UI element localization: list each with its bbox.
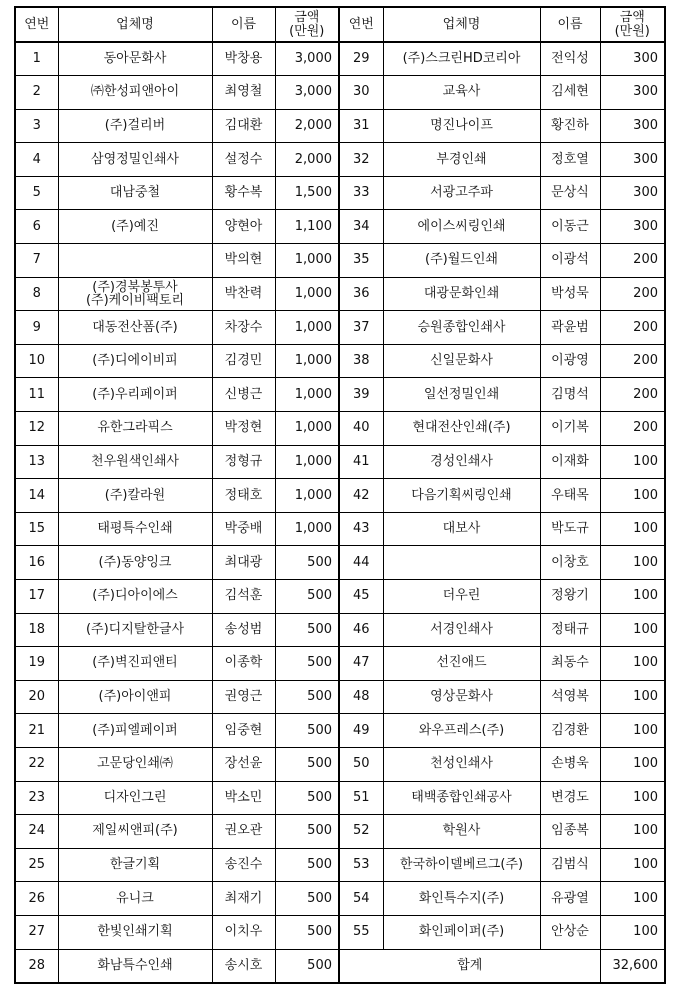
cell-company: (주)디지탈한글사 bbox=[58, 613, 212, 647]
cell-no-right: 33 bbox=[339, 176, 383, 210]
table-row bbox=[15, 512, 665, 546]
cell-company: 대동전산폼(주) bbox=[58, 311, 212, 345]
table-row bbox=[15, 210, 665, 244]
cell-name: 권오관 bbox=[212, 815, 275, 849]
cell-company: (주)동양잉크 bbox=[58, 546, 212, 580]
header-company: 업체명 bbox=[58, 7, 212, 42]
cell-name: 설정수 bbox=[212, 143, 275, 177]
cell-amount-right: 300 bbox=[600, 42, 665, 76]
cell-name: 황수복 bbox=[212, 176, 275, 210]
cell-name: 김경민 bbox=[212, 344, 275, 378]
cell-name-right: 문상식 bbox=[540, 176, 600, 210]
cell-company: 천우원색인쇄사 bbox=[58, 445, 212, 479]
cell-no: 5 bbox=[15, 176, 58, 210]
cell-no-right: 52 bbox=[339, 815, 383, 849]
cell-company: (주)벽진피앤티 bbox=[58, 647, 212, 681]
cell-amount-right: 200 bbox=[600, 412, 665, 446]
cell-company: (주)피엘페이퍼 bbox=[58, 714, 212, 748]
cell-no-right: 55 bbox=[339, 915, 383, 949]
cell-name: 박소민 bbox=[212, 781, 275, 815]
cell-amount: 3,000 bbox=[275, 76, 339, 110]
cell-amount-right: 300 bbox=[600, 176, 665, 210]
cell-amount-right: 200 bbox=[600, 378, 665, 412]
table-row bbox=[15, 714, 665, 748]
cell-no-right: 29 bbox=[339, 42, 383, 76]
cell-no: 8 bbox=[15, 277, 58, 311]
cell-no: 13 bbox=[15, 445, 58, 479]
cell-amount-right: 100 bbox=[600, 445, 665, 479]
cell-amount-right: 100 bbox=[600, 815, 665, 849]
cell-company-right: 천성인쇄사 bbox=[383, 747, 540, 781]
cell-no: 19 bbox=[15, 647, 58, 681]
cell-amount-right: 200 bbox=[600, 244, 665, 278]
cell-amount-right: 200 bbox=[600, 344, 665, 378]
cell-company bbox=[58, 277, 212, 311]
cell-no: 17 bbox=[15, 580, 58, 614]
cell-company-right: 현대전산인쇄(주) bbox=[383, 412, 540, 446]
cell-no: 14 bbox=[15, 479, 58, 513]
cell-no-right: 36 bbox=[339, 277, 383, 311]
cell-company: 한글기획 bbox=[58, 848, 212, 882]
cell-no: 11 bbox=[15, 378, 58, 412]
cell-company-right: 화인페이퍼(주) bbox=[383, 915, 540, 949]
cell-amount: 500 bbox=[275, 815, 339, 849]
cell-company-right: 학원사 bbox=[383, 815, 540, 849]
header-company-right: 업체명 bbox=[383, 7, 540, 42]
cell-amount-right: 100 bbox=[600, 580, 665, 614]
cell-name: 송진수 bbox=[212, 848, 275, 882]
cell-company: (주)아이앤피 bbox=[58, 680, 212, 714]
cell-amount-right: 300 bbox=[600, 109, 665, 143]
cell-no: 2 bbox=[15, 76, 58, 110]
cell-company-right: 태백종합인쇄공사 bbox=[383, 781, 540, 815]
cell-no-right: 39 bbox=[339, 378, 383, 412]
cell-name: 김대환 bbox=[212, 109, 275, 143]
cell-no: 28 bbox=[15, 949, 58, 983]
cell-name: 이종학 bbox=[212, 647, 275, 681]
cell-name: 정태호 bbox=[212, 479, 275, 513]
cell-company-right: 와우프레스(주) bbox=[383, 714, 540, 748]
cell-name-right: 최동수 bbox=[540, 647, 600, 681]
table-row bbox=[15, 76, 665, 110]
cell-name-right: 박성묵 bbox=[540, 277, 600, 311]
cell-no-right: 31 bbox=[339, 109, 383, 143]
cell-company: 동아문화사 bbox=[58, 42, 212, 76]
cell-no: 20 bbox=[15, 680, 58, 714]
cell-no: 10 bbox=[15, 344, 58, 378]
cell-company: 디자인그린 bbox=[58, 781, 212, 815]
cell-amount: 1,000 bbox=[275, 479, 339, 513]
table-row bbox=[15, 546, 665, 580]
cell-no-right: 34 bbox=[339, 210, 383, 244]
table-row bbox=[15, 747, 665, 781]
cell-name-right: 안상순 bbox=[540, 915, 600, 949]
cell-amount: 2,000 bbox=[275, 109, 339, 143]
cell-no-right: 53 bbox=[339, 848, 383, 882]
cell-amount: 500 bbox=[275, 781, 339, 815]
cell-company-right: 선진애드 bbox=[383, 647, 540, 681]
cell-name: 최영철 bbox=[212, 76, 275, 110]
cell-no: 4 bbox=[15, 143, 58, 177]
cell-company-right: 다음기획씨링인쇄 bbox=[383, 479, 540, 513]
cell-amount: 1,000 bbox=[275, 277, 339, 311]
table-row bbox=[15, 244, 665, 278]
cell-name-right: 김명석 bbox=[540, 378, 600, 412]
cell-name-right: 정태규 bbox=[540, 613, 600, 647]
table-row bbox=[15, 42, 665, 76]
cell-no-right: 50 bbox=[339, 747, 383, 781]
cell-amount-right: 200 bbox=[600, 311, 665, 345]
cell-no: 27 bbox=[15, 915, 58, 949]
table-row bbox=[15, 915, 665, 949]
cell-amount: 500 bbox=[275, 580, 339, 614]
table-row bbox=[15, 109, 665, 143]
cell-amount: 3,000 bbox=[275, 42, 339, 76]
cell-company-right: 서광고주파 bbox=[383, 176, 540, 210]
cell-no-right: 40 bbox=[339, 412, 383, 446]
header-no: 연번 bbox=[15, 7, 58, 42]
cell-name: 최재기 bbox=[212, 882, 275, 916]
cell-name-right: 곽윤범 bbox=[540, 311, 600, 345]
cell-company bbox=[58, 244, 212, 278]
cell-amount: 500 bbox=[275, 949, 339, 983]
cell-no: 9 bbox=[15, 311, 58, 345]
cell-amount: 1,500 bbox=[275, 176, 339, 210]
cell-no: 1 bbox=[15, 42, 58, 76]
cell-company-right: 대광문화인쇄 bbox=[383, 277, 540, 311]
cell-name-right: 손병욱 bbox=[540, 747, 600, 781]
table-row bbox=[15, 680, 665, 714]
cell-company: 태평특수인쇄 bbox=[58, 512, 212, 546]
cell-amount: 500 bbox=[275, 613, 339, 647]
cell-no: 25 bbox=[15, 848, 58, 882]
cell-amount: 500 bbox=[275, 915, 339, 949]
cell-no: 7 bbox=[15, 244, 58, 278]
cell-amount-right: 200 bbox=[600, 277, 665, 311]
cell-amount-right: 300 bbox=[600, 76, 665, 110]
cell-name-right: 정호열 bbox=[540, 143, 600, 177]
cell-no-right: 54 bbox=[339, 882, 383, 916]
cell-name-right: 황진하 bbox=[540, 109, 600, 143]
cell-name-right: 이재화 bbox=[540, 445, 600, 479]
cell-name-right: 이광석 bbox=[540, 244, 600, 278]
table-row bbox=[15, 647, 665, 681]
cell-no: 3 bbox=[15, 109, 58, 143]
cell-company-right: 신일문화사 bbox=[383, 344, 540, 378]
cell-amount: 1,000 bbox=[275, 311, 339, 345]
cell-company: (주)예진 bbox=[58, 210, 212, 244]
cell-no-right: 43 bbox=[339, 512, 383, 546]
cell-company-right: 일선정밀인쇄 bbox=[383, 378, 540, 412]
cell-company-right: 한국하이델베르그(주) bbox=[383, 848, 540, 882]
cell-amount-right: 300 bbox=[600, 210, 665, 244]
cell-name-right: 이광영 bbox=[540, 344, 600, 378]
cell-no-right: 44 bbox=[339, 546, 383, 580]
cell-name: 박찬력 bbox=[212, 277, 275, 311]
cell-amount: 500 bbox=[275, 680, 339, 714]
cell-amount-right: 100 bbox=[600, 781, 665, 815]
cell-amount-right: 100 bbox=[600, 848, 665, 882]
cell-company: 한빛인쇄기획 bbox=[58, 915, 212, 949]
cell-company-right: 에이스씨링인쇄 bbox=[383, 210, 540, 244]
cell-no-right: 30 bbox=[339, 76, 383, 110]
cell-amount: 1,000 bbox=[275, 445, 339, 479]
cell-name: 박중배 bbox=[212, 512, 275, 546]
cell-name-right: 이창호 bbox=[540, 546, 600, 580]
cell-name: 권영근 bbox=[212, 680, 275, 714]
cell-company-right: 서경인쇄사 bbox=[383, 613, 540, 647]
cell-name: 정형규 bbox=[212, 445, 275, 479]
cell-company-right: 대보사 bbox=[383, 512, 540, 546]
total-label: 합계 bbox=[339, 949, 600, 983]
cell-amount: 500 bbox=[275, 848, 339, 882]
cell-company: (주)디에이비피 bbox=[58, 344, 212, 378]
cell-name-right: 김범식 bbox=[540, 848, 600, 882]
header-name-right: 이름 bbox=[540, 7, 600, 42]
cell-amount: 1,100 bbox=[275, 210, 339, 244]
cell-name: 차장수 bbox=[212, 311, 275, 345]
table-row bbox=[15, 311, 665, 345]
cell-no: 24 bbox=[15, 815, 58, 849]
donation-table bbox=[14, 6, 666, 984]
table-row bbox=[15, 613, 665, 647]
cell-name-right: 유광열 bbox=[540, 882, 600, 916]
cell-amount: 1,000 bbox=[275, 244, 339, 278]
table-body bbox=[15, 42, 665, 983]
cell-company-right: 영상문화사 bbox=[383, 680, 540, 714]
header-amount-right-line2: (만원) bbox=[614, 23, 650, 39]
cell-name: 장선윤 bbox=[212, 747, 275, 781]
cell-name-right: 변경도 bbox=[540, 781, 600, 815]
cell-name: 이치우 bbox=[212, 915, 275, 949]
cell-amount: 1,000 bbox=[275, 344, 339, 378]
table-row bbox=[15, 176, 665, 210]
cell-name-right: 석영복 bbox=[540, 680, 600, 714]
cell-amount: 1,000 bbox=[275, 412, 339, 446]
table-row bbox=[15, 479, 665, 513]
cell-company: 유한그라픽스 bbox=[58, 412, 212, 446]
cell-amount-right: 100 bbox=[600, 915, 665, 949]
cell-no-right: 37 bbox=[339, 311, 383, 345]
cell-company: 삼영정밀인쇄사 bbox=[58, 143, 212, 177]
cell-company: 제일씨앤피(주) bbox=[58, 815, 212, 849]
cell-company-right: 교육사 bbox=[383, 76, 540, 110]
cell-name: 박의현 bbox=[212, 244, 275, 278]
cell-name-right: 정왕기 bbox=[540, 580, 600, 614]
cell-no: 18 bbox=[15, 613, 58, 647]
cell-no: 26 bbox=[15, 882, 58, 916]
cell-amount-right: 100 bbox=[600, 714, 665, 748]
cell-company-right: 화인특수지(주) bbox=[383, 882, 540, 916]
cell-company-right bbox=[383, 546, 540, 580]
cell-name-right: 이기복 bbox=[540, 412, 600, 446]
cell-no-right: 35 bbox=[339, 244, 383, 278]
cell-company-line2: (주)케이비팩토리 bbox=[85, 292, 185, 308]
header-no-right: 연번 bbox=[339, 7, 383, 42]
cell-name: 임중현 bbox=[212, 714, 275, 748]
cell-amount: 500 bbox=[275, 714, 339, 748]
cell-no: 16 bbox=[15, 546, 58, 580]
cell-no-right: 47 bbox=[339, 647, 383, 681]
cell-company: ㈜한성피앤아이 bbox=[58, 76, 212, 110]
cell-amount-right: 300 bbox=[600, 143, 665, 177]
cell-company: 대남중철 bbox=[58, 176, 212, 210]
cell-no: 15 bbox=[15, 512, 58, 546]
cell-name-right: 우태목 bbox=[540, 479, 600, 513]
cell-amount-right: 100 bbox=[600, 613, 665, 647]
cell-company-right: (주)스크린HD코리아 bbox=[383, 42, 540, 76]
cell-company: (주)우리페이퍼 bbox=[58, 378, 212, 412]
cell-no: 12 bbox=[15, 412, 58, 446]
cell-amount: 1,000 bbox=[275, 378, 339, 412]
cell-name: 김석훈 bbox=[212, 580, 275, 614]
cell-company: (주)칼라원 bbox=[58, 479, 212, 513]
cell-amount-right: 100 bbox=[600, 882, 665, 916]
cell-name: 최대광 bbox=[212, 546, 275, 580]
table-row bbox=[15, 848, 665, 882]
cell-company-right: 부경인쇄 bbox=[383, 143, 540, 177]
cell-amount: 500 bbox=[275, 747, 339, 781]
cell-no: 21 bbox=[15, 714, 58, 748]
table-row bbox=[15, 815, 665, 849]
cell-amount: 500 bbox=[275, 546, 339, 580]
cell-name-right: 임종복 bbox=[540, 815, 600, 849]
cell-company-right: 더우린 bbox=[383, 580, 540, 614]
table-row bbox=[15, 277, 665, 311]
cell-company-right: 명진나이프 bbox=[383, 109, 540, 143]
header-amount-line2: (만원) bbox=[289, 23, 325, 39]
cell-company: 유니크 bbox=[58, 882, 212, 916]
cell-name-right: 김경환 bbox=[540, 714, 600, 748]
cell-amount-right: 100 bbox=[600, 680, 665, 714]
header-amount bbox=[275, 7, 339, 42]
cell-company: 고문당인쇄㈜ bbox=[58, 747, 212, 781]
cell-no-right: 46 bbox=[339, 613, 383, 647]
cell-name: 송시호 bbox=[212, 949, 275, 983]
cell-amount: 2,000 bbox=[275, 143, 339, 177]
cell-amount: 500 bbox=[275, 647, 339, 681]
cell-no: 6 bbox=[15, 210, 58, 244]
header-amount-right-line1: 금액 bbox=[619, 9, 645, 25]
table-row bbox=[15, 580, 665, 614]
cell-company-line1: (주)경북봉투사 bbox=[92, 279, 178, 295]
cell-no: 23 bbox=[15, 781, 58, 815]
cell-company-right: 경성인쇄사 bbox=[383, 445, 540, 479]
table-row-28 bbox=[15, 949, 665, 983]
cell-name-right: 이동근 bbox=[540, 210, 600, 244]
cell-no-right: 45 bbox=[339, 580, 383, 614]
cell-name: 박정현 bbox=[212, 412, 275, 446]
cell-no-right: 32 bbox=[339, 143, 383, 177]
table-row bbox=[15, 143, 665, 177]
cell-company: 화남특수인쇄 bbox=[58, 949, 212, 983]
cell-name-right: 김세현 bbox=[540, 76, 600, 110]
cell-name: 송성범 bbox=[212, 613, 275, 647]
cell-amount-right: 100 bbox=[600, 479, 665, 513]
cell-no-right: 49 bbox=[339, 714, 383, 748]
cell-name: 신병근 bbox=[212, 378, 275, 412]
cell-amount: 1,000 bbox=[275, 512, 339, 546]
cell-company-right: (주)월드인쇄 bbox=[383, 244, 540, 278]
cell-amount: 500 bbox=[275, 882, 339, 916]
total-amount: 32,600 bbox=[600, 949, 665, 983]
header-name: 이름 bbox=[212, 7, 275, 42]
cell-no: 22 bbox=[15, 747, 58, 781]
header-amount-line1: 금액 bbox=[294, 9, 320, 25]
cell-name: 양현아 bbox=[212, 210, 275, 244]
table-row bbox=[15, 344, 665, 378]
cell-no-right: 41 bbox=[339, 445, 383, 479]
table-row bbox=[15, 781, 665, 815]
table-row bbox=[15, 378, 665, 412]
table-row bbox=[15, 882, 665, 916]
cell-no-right: 48 bbox=[339, 680, 383, 714]
cell-no-right: 38 bbox=[339, 344, 383, 378]
cell-name-right: 박도규 bbox=[540, 512, 600, 546]
cell-amount-right: 100 bbox=[600, 512, 665, 546]
table-row bbox=[15, 445, 665, 479]
cell-name-right: 전익성 bbox=[540, 42, 600, 76]
cell-company-right: 승원종합인쇄사 bbox=[383, 311, 540, 345]
cell-amount-right: 100 bbox=[600, 546, 665, 580]
cell-amount-right: 100 bbox=[600, 647, 665, 681]
cell-amount-right: 100 bbox=[600, 747, 665, 781]
cell-no-right: 42 bbox=[339, 479, 383, 513]
cell-no-right: 51 bbox=[339, 781, 383, 815]
table-row bbox=[15, 412, 665, 446]
cell-company: (주)걸리버 bbox=[58, 109, 212, 143]
cell-company: (주)디아이에스 bbox=[58, 580, 212, 614]
header-amount-right bbox=[600, 7, 665, 42]
table-header bbox=[15, 7, 665, 42]
cell-name: 박창용 bbox=[212, 42, 275, 76]
